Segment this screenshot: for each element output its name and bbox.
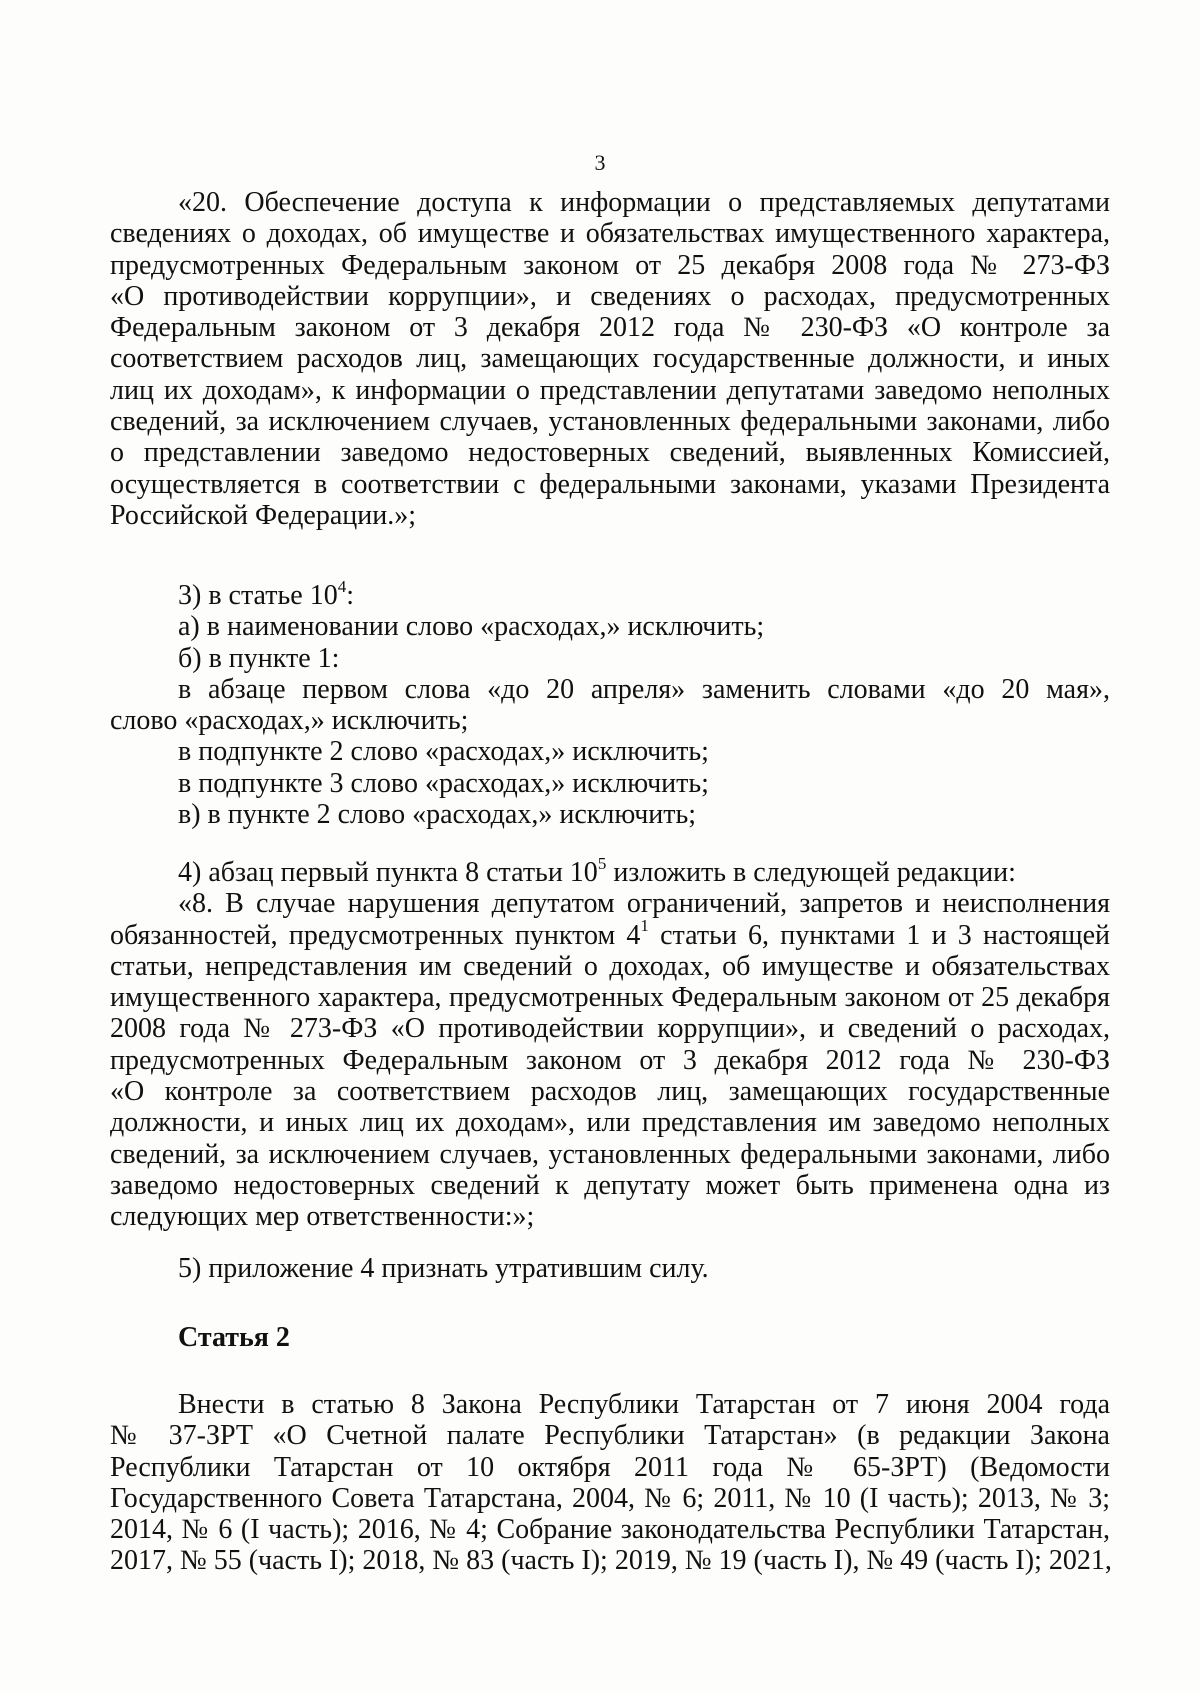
item-20-line: сведений, за исключением случаев, установленных федеральными законами, либо [110,406,1110,438]
item-4-block [110,853,1110,1233]
item-4-intro-text: 4) абзац первый пункта 8 статьи 10 [178,857,598,888]
item-4-quote-line: заведомо недостоверных сведений к депутату может быть применена одна из [110,1169,1110,1201]
item-3-intro [110,576,1110,611]
item-4-quote-line: статьи, непредставления им сведений о доходах, об имуществе и обязательствах [110,950,1110,982]
item-3-b-paragraph-1-cont: слово «расходах,» исключить; [110,705,469,737]
item-4-quote-line: предусмотренных Федеральным законом от 3 декабря 2012 года № 230-ФЗ [110,1044,1110,1076]
item-20-line: предусмотренных Федеральным законом от 25 декабря 2008 года № 273-ФЗ [110,249,1110,281]
item-4-line2-superscript: 1 [640,916,649,936]
article-2-line: № 37-ЗРТ «О Счетной палате Республики Татарстан» (в редакции Закона [110,1420,1110,1452]
article-2-paragraph [110,1389,1110,1577]
page-number: 3 [594,150,606,175]
item-20-line: Федеральным законом от 3 декабря 2012 года № 230-ФЗ «О контроле за [110,312,1110,344]
item-3-intro-text: 3) в статье 10 [178,580,338,611]
item-4-intro [110,853,1110,888]
article-2-line: Внести в статью 8 Закона Республики Татарстан от 7 июня 2004 года [178,1389,1110,1420]
item-3-a: а) в наименовании слово «расходах,» исключить; [178,611,765,643]
item-4-quote-line: следующих мер ответственности:»; [110,1201,535,1233]
item-3-b: б) в пункте 1: [178,642,340,674]
item-20-line: сведениях о доходах, об имуществе и обязательствах имущественного характера, [110,218,1110,250]
item-4-quote-line: 2008 года № 273-ФЗ «О противодействии коррупции», и сведений о расходах, [110,1013,1110,1045]
item-4-intro-superscript: 5 [597,853,607,873]
item-3-intro-superscript: 4 [337,576,347,596]
item-3-b-subitem-3: в подпункте 3 слово «расходах,» исключить; [178,767,709,799]
item-20-line: соответствием расходов лиц, замещающих государственные должности, и иных [110,343,1110,375]
item-20-line: «О противодействии коррупции», и сведениях о расходах, предусмотренных [110,280,1110,312]
item-20-line: Российской Федерации.»; [110,499,417,531]
item-4-quote-line [110,916,1110,951]
item-4-quote-line: «8. В случае нарушения депутатом ограничений, запретов и неисполнения [178,888,1110,920]
item-3-v: в) в пункте 2 слово «расходах,» исключить; [178,799,697,831]
item-20-paragraph [110,187,1110,531]
item-5: 5) приложение 4 признать утратившим силу. [178,1253,709,1284]
item-5-block [110,1253,1110,1284]
article-2-heading-block [110,1322,1110,1353]
item-3-b-subitem-2: в подпункте 2 слово «расходах,» исключить; [178,736,709,768]
article-2-line: 2014, № 6 (I часть); 2016, № 4; Собрание законодательства Республики Татарстан, [110,1514,1110,1546]
item-4-intro-suffix: изложить в следующей редакции: [606,857,1016,888]
article-2-line: Государственного Совета Татарстана, 2004, № 6; 2011, № 10 (I часть); 2013, № 3; [110,1482,1110,1514]
article-2-line: 2017, № 55 (часть I); 2018, № 83 (часть I); 2019, № 19 (часть I), № 49 (часть I); 2021, [110,1545,1112,1577]
article-2-line: Республики Татарстан от 10 октября 2011 года № 65-ЗРТ) (Ведомости [110,1451,1110,1483]
item-3-block [110,576,1110,831]
item-4-quote-line: имущественного характера, предусмотренных Федеральным законом от 25 декабря [110,982,1110,1014]
item-3-b-paragraph-1: в абзаце первом слова «до 20 апреля» заменить словами «до 20 мая», [178,673,1110,705]
item-4-quote-line: должности, и иных лиц их доходам», или представления им заведомо неполных [110,1107,1110,1139]
item-4-quote-line: «О контроле за соответствием расходов лиц, замещающих государственные [110,1076,1110,1108]
item-4-line2-text: обязанностей, предусмотренных пунктом 4 [110,919,641,951]
item-4-quote-line: сведений, за исключением случаев, установленных федеральными законами, либо [110,1138,1110,1170]
item-3-intro-colon: : [346,580,354,611]
item-20-line: лиц их доходам», к информации о представлении депутатами заведомо неполных [110,374,1110,406]
article-2-heading: Статья 2 [178,1322,290,1353]
item-20-line: «20. Обеспечение доступа к информации о представляемых депутатами [178,187,1110,218]
item-20-line: о представлении заведомо недостоверных сведений, выявленных Комиссией, [110,437,1110,469]
item-20-line: осуществляется в соответствии с федеральными законами, указами Президента [110,468,1110,500]
item-4-line2-suffix: статьи 6, пунктами 1 и 3 настоящей [648,919,1110,951]
